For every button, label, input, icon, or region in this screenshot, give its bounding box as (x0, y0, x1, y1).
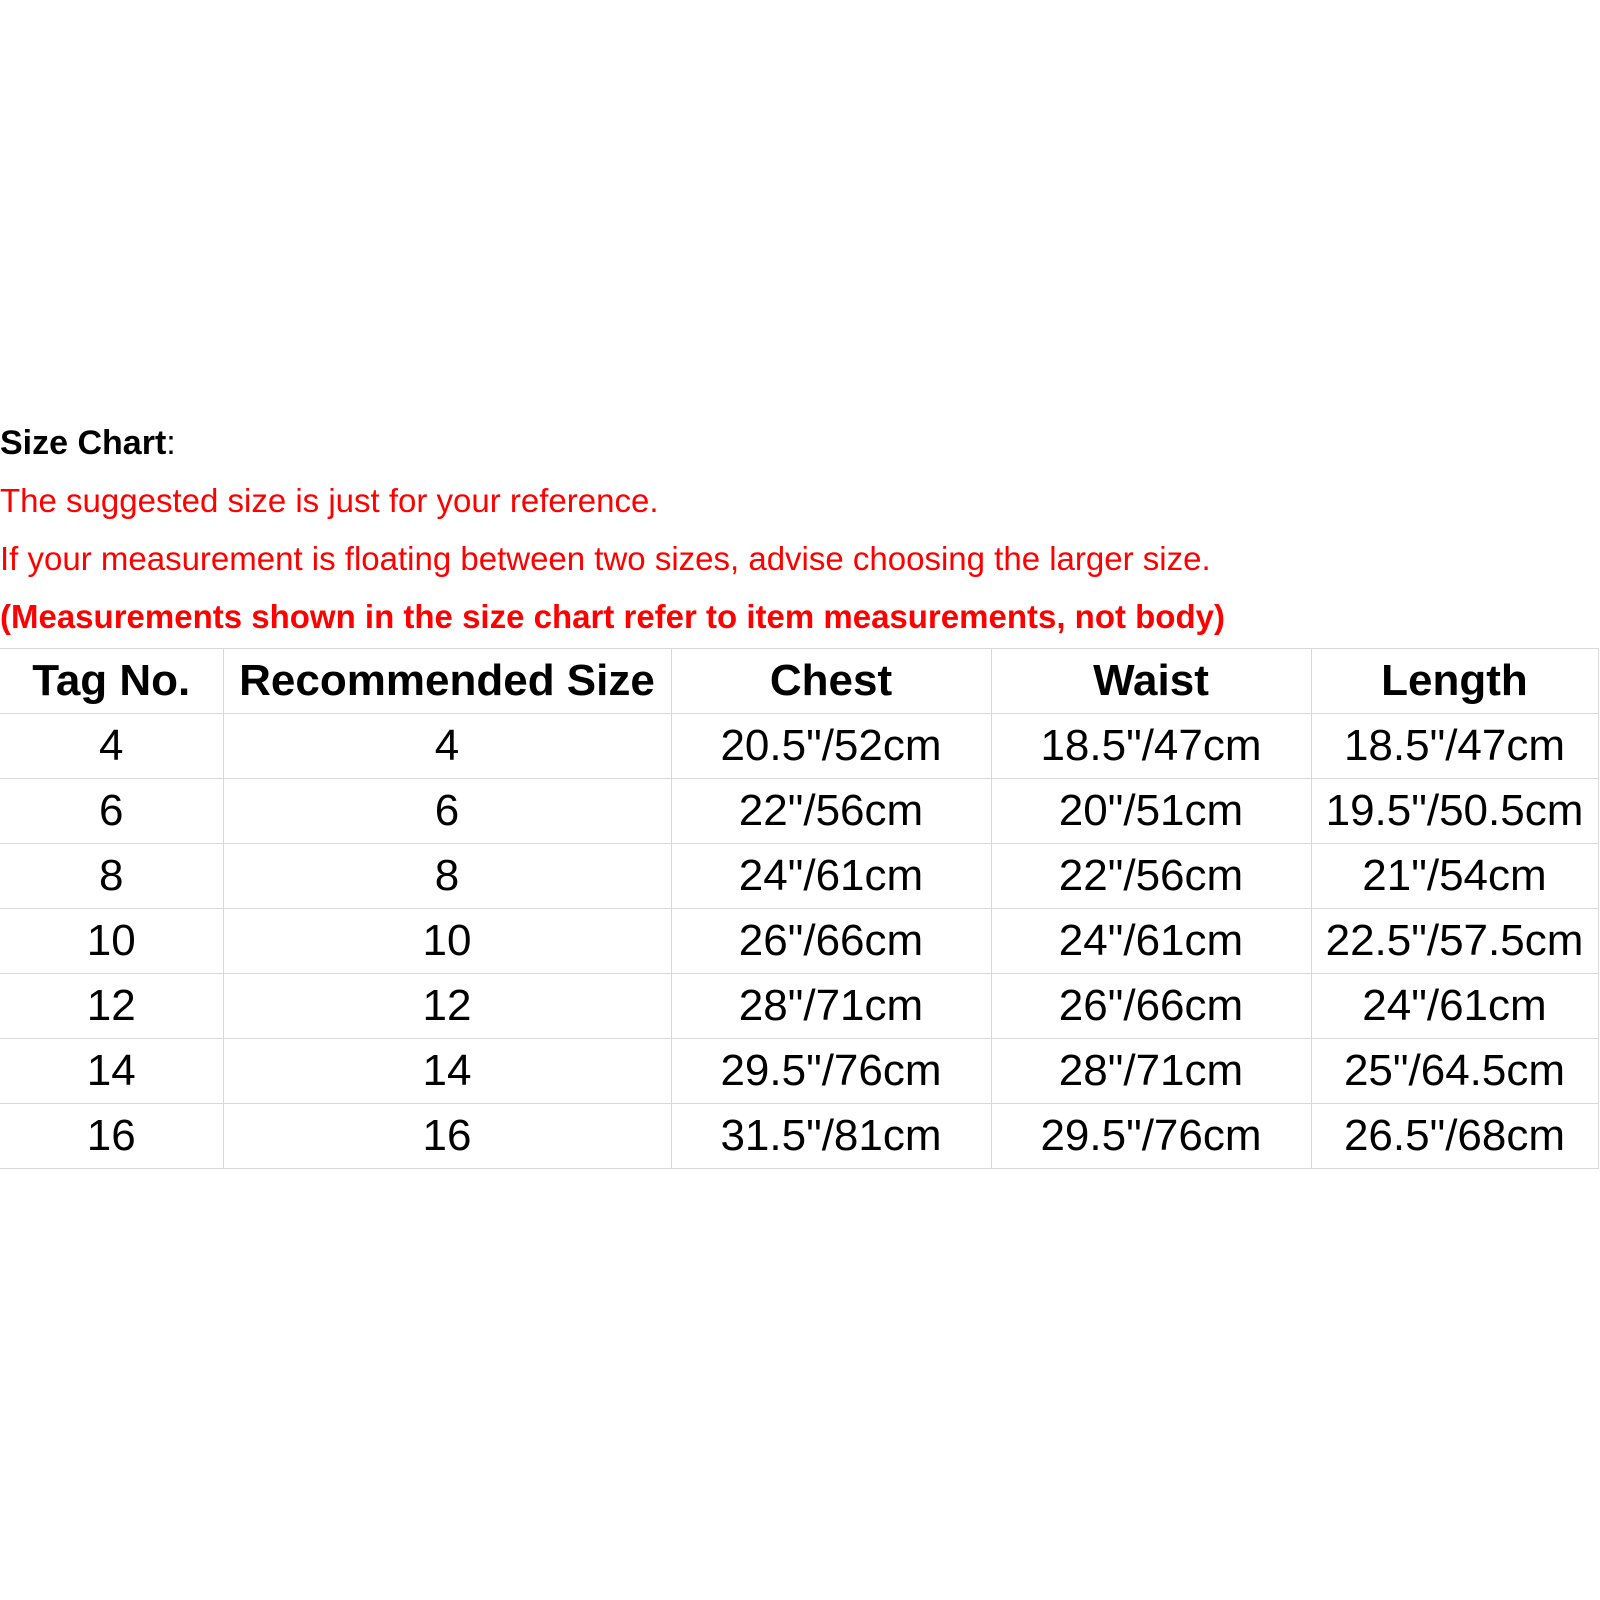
cell-waist: 18.5"/47cm (991, 714, 1311, 779)
cell-waist: 22"/56cm (991, 844, 1311, 909)
table-row (0, 779, 1598, 844)
cell-tag-no: 14 (0, 1039, 223, 1104)
cell-length: 22.5"/57.5cm (1311, 909, 1598, 974)
cell-tag-no: 4 (0, 714, 223, 779)
column-header-tag-no: Tag No. (0, 649, 223, 714)
cell-recommended-size: 14 (223, 1039, 671, 1104)
table-row (0, 844, 1598, 909)
cell-recommended-size: 12 (223, 974, 671, 1039)
size-chart-title: Size Chart (0, 424, 167, 462)
cell-tag-no: 10 (0, 909, 223, 974)
cell-recommended-size: 16 (223, 1104, 671, 1169)
size-chart-heading (0, 414, 1600, 472)
cell-tag-no: 8 (0, 844, 223, 909)
cell-length: 25"/64.5cm (1311, 1039, 1598, 1104)
cell-waist: 24"/61cm (991, 909, 1311, 974)
cell-recommended-size: 4 (223, 714, 671, 779)
size-table (0, 648, 1599, 1169)
cell-length: 21"/54cm (1311, 844, 1598, 909)
column-header-chest: Chest (671, 649, 991, 714)
cell-recommended-size: 10 (223, 909, 671, 974)
cell-length: 26.5"/68cm (1311, 1104, 1598, 1169)
table-row (0, 714, 1598, 779)
column-header-waist: Waist (991, 649, 1311, 714)
cell-chest: 29.5"/76cm (671, 1039, 991, 1104)
size-chart-title-colon: : (166, 424, 176, 462)
column-header-length: Length (1311, 649, 1598, 714)
table-row (0, 974, 1598, 1039)
table-row (0, 1104, 1598, 1169)
cell-chest: 31.5"/81cm (671, 1104, 991, 1169)
cell-length: 18.5"/47cm (1311, 714, 1598, 779)
cell-chest: 20.5"/52cm (671, 714, 991, 779)
table-header-row (0, 649, 1598, 714)
cell-chest: 22"/56cm (671, 779, 991, 844)
cell-waist: 26"/66cm (991, 974, 1311, 1039)
size-notes (0, 414, 1600, 646)
cell-tag-no: 16 (0, 1104, 223, 1169)
cell-length: 19.5"/50.5cm (1311, 779, 1598, 844)
cell-recommended-size: 6 (223, 779, 671, 844)
cell-tag-no: 12 (0, 974, 223, 1039)
cell-chest: 26"/66cm (671, 909, 991, 974)
table-row (0, 1039, 1598, 1104)
cell-chest: 28"/71cm (671, 974, 991, 1039)
cell-chest: 24"/61cm (671, 844, 991, 909)
larger-size-advice: If your measurement is floating between two sizes, advise choosing the larger size. (0, 540, 1211, 577)
cell-waist: 28"/71cm (991, 1039, 1311, 1104)
cell-length: 24"/61cm (1311, 974, 1598, 1039)
measurement-disclaimer: (Measurements shown in the size chart refer to item measurements, not body) (0, 598, 1225, 635)
cell-tag-no: 6 (0, 779, 223, 844)
table-row (0, 909, 1598, 974)
cell-recommended-size: 8 (223, 844, 671, 909)
cell-waist: 20"/51cm (991, 779, 1311, 844)
cell-waist: 29.5"/76cm (991, 1104, 1311, 1169)
reference-note: The suggested size is just for your reference. (0, 482, 659, 519)
column-header-recommended-size: Recommended Size (223, 649, 671, 714)
